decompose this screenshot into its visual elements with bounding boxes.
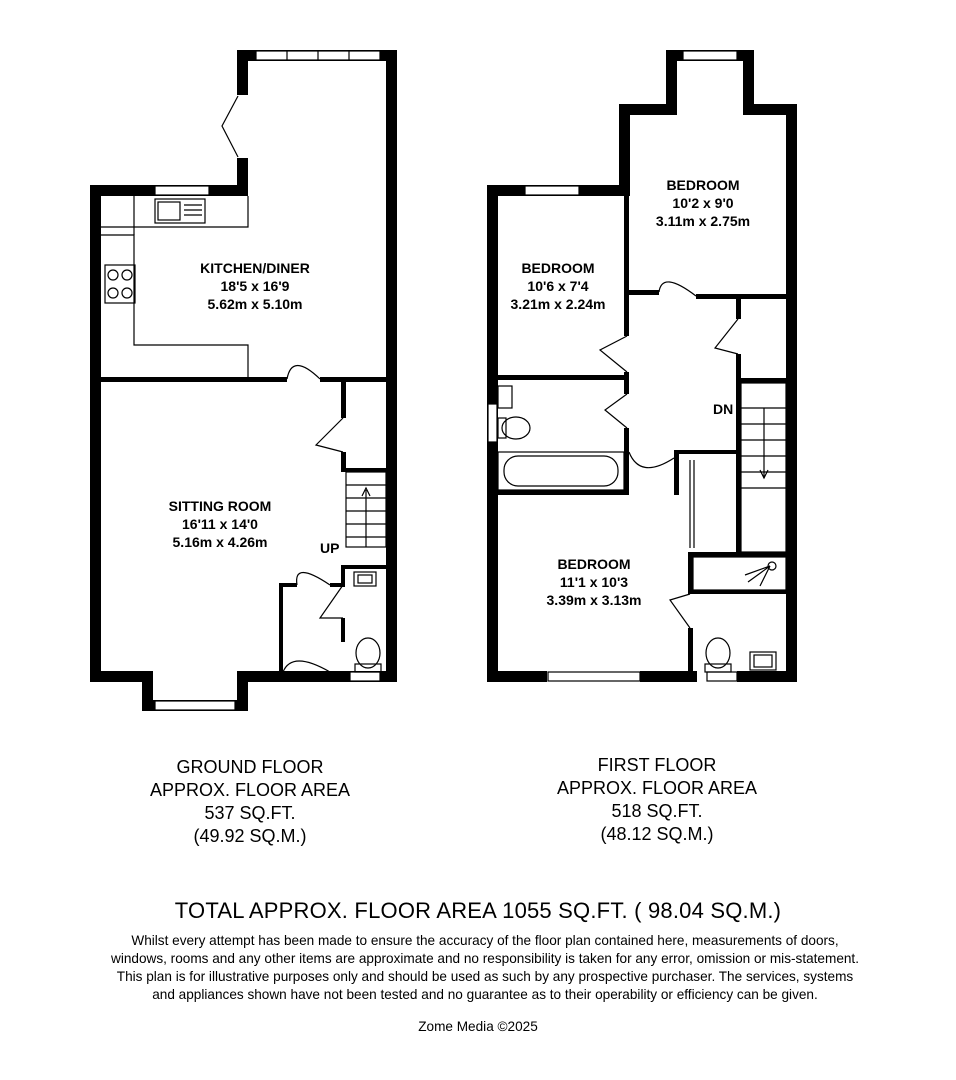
bedroom-one-label — [656, 177, 750, 229]
bedroom-three-name: BEDROOM — [557, 556, 631, 572]
first-floor-plan — [487, 50, 797, 682]
first-floor-caption — [507, 754, 807, 846]
bedroom-one-imperial: 10'2 x 9'0 — [672, 195, 734, 211]
disclaimer-text: Whilst every attempt has been made to ensure the accuracy of the floor plan contained here, measurements of doors, windows, rooms and any other items are approximate and no responsibility is taken for any error, omission or mis-statement. This plan is for illustrative purposes only and should be used as such by any prospective purchaser. The services, systems and appliances shown have not been tested and no guarantee as to their operability or efficiency can be given. — [111, 933, 859, 1002]
first-stairs — [741, 383, 786, 552]
bedroom-three-imperial: 11'1 x 10'3 — [559, 574, 629, 590]
stairs-up-label: UP — [320, 540, 340, 556]
ground-wc-fittings — [354, 572, 381, 672]
kitchen-diner-name: KITCHEN/DINER — [200, 260, 310, 276]
kitchen-diner-label — [200, 260, 310, 312]
bedroom-two-name: BEDROOM — [521, 260, 595, 276]
total-floor-area: TOTAL APPROX. FLOOR AREA 1055 SQ.FT. ( 98.04 SQ.M.) — [174, 898, 782, 923]
bedroom-two-imperial: 10'6 x 7'4 — [527, 278, 589, 294]
sitting-room-metric: 5.16m x 4.26m — [172, 534, 268, 550]
bedroom-three-metric: 3.39m x 3.13m — [546, 592, 642, 608]
ground-floor-subtitle: APPROX. FLOOR AREA — [149, 780, 351, 800]
ground-floor-area-sqft: 537 SQ.FT. — [204, 803, 296, 823]
bedroom-two-metric: 3.21m x 2.24m — [510, 296, 606, 312]
bedroom-three-label — [547, 556, 642, 608]
first-floor-area-sqft: 518 SQ.FT. — [611, 801, 703, 821]
sitting-room-name: SITTING ROOM — [168, 498, 272, 514]
bedroom-two-label — [511, 260, 606, 312]
first-floor-walls — [487, 50, 797, 682]
kitchen-diner-imperial: 18'5 x 16'9 — [220, 278, 290, 294]
bedroom-one-metric: 3.11m x 2.75m — [655, 213, 751, 229]
copyright-credit: Zome Media ©2025 — [418, 1019, 538, 1034]
bathroom-fittings — [498, 386, 624, 490]
ground-floor-title: GROUND FLOOR — [176, 757, 324, 777]
ground-floor-area-sqm: (49.92 SQ.M.) — [193, 826, 307, 846]
ground-floor-caption — [100, 756, 400, 848]
first-floor-subtitle: APPROX. FLOOR AREA — [556, 778, 758, 798]
first-floor-title: FIRST FLOOR — [597, 755, 717, 775]
kitchen-diner-metric: 5.62m x 5.10m — [207, 296, 303, 312]
bedroom-one-name: BEDROOM — [666, 177, 740, 193]
stairs-down-label: DN — [713, 401, 734, 417]
ground-floor-plan — [90, 50, 397, 711]
ground-stairs — [346, 472, 386, 547]
first-floor-area-sqm: (48.12 SQ.M.) — [600, 824, 714, 844]
sitting-room-imperial: 16'11 x 14'0 — [182, 516, 258, 532]
sitting-room-label — [169, 498, 272, 550]
ground-floor-walls — [90, 50, 397, 711]
